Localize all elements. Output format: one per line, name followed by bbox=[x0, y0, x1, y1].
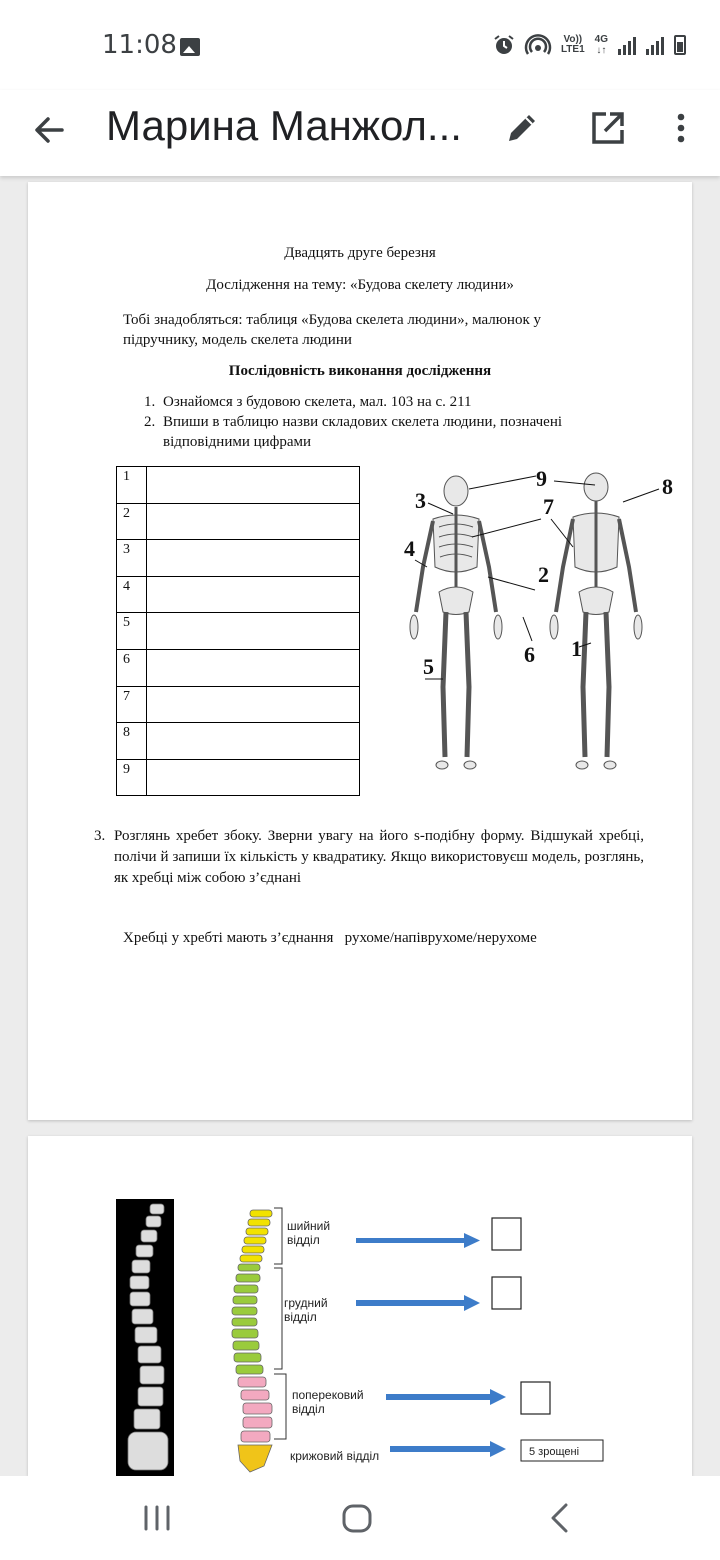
cervical-count-box[interactable] bbox=[492, 1218, 521, 1250]
table-answer-cell[interactable] bbox=[147, 686, 360, 723]
thoracic-label-line1: грудний bbox=[284, 1296, 328, 1310]
table-answer-cell[interactable] bbox=[147, 613, 360, 650]
label-leader-lines bbox=[415, 476, 659, 679]
back-skeleton bbox=[550, 473, 642, 769]
table-answer-cell[interactable] bbox=[147, 649, 360, 686]
joint-sentence: Хребці у хребті мають з’єднання рухоме/напіврухоме/нерухоме bbox=[123, 930, 537, 946]
step-number: 2. bbox=[144, 414, 156, 430]
table-answer-cell[interactable] bbox=[147, 467, 360, 504]
front-skeleton bbox=[410, 476, 502, 769]
volte-bottom-text: LTE1 bbox=[560, 44, 585, 55]
table-answer-cell[interactable] bbox=[147, 723, 360, 760]
doc-materials: Тобі знадобляться: таблиця «Будова скелета людини», малюнок у підручнику, модель скелета людини bbox=[123, 312, 542, 348]
back-nav-icon[interactable] bbox=[540, 1498, 580, 1538]
sacral-label: крижовий відділ bbox=[290, 1449, 380, 1463]
table-row bbox=[117, 467, 360, 504]
network-type-indicator bbox=[595, 34, 608, 56]
status-bar bbox=[0, 0, 720, 90]
skeleton-label-8: 8 bbox=[662, 474, 673, 499]
lumbar-label-line1: поперековий bbox=[292, 1388, 364, 1402]
thoracic-count-box[interactable] bbox=[492, 1277, 521, 1309]
table-answer-cell[interactable] bbox=[147, 503, 360, 540]
table-row bbox=[117, 723, 360, 760]
table-row bbox=[117, 576, 360, 613]
status-time: 11:08 bbox=[102, 30, 177, 60]
status-icons bbox=[493, 34, 686, 56]
table-row bbox=[117, 613, 360, 650]
volte-top-text: Vo)) bbox=[563, 34, 583, 45]
doc-sequence-heading: Послідовність виконання дослідження bbox=[228, 363, 492, 379]
skeleton-label-5: 5 bbox=[423, 654, 434, 679]
image-notification-icon bbox=[180, 38, 200, 56]
section-arrows bbox=[356, 1233, 506, 1457]
sacral-count-text: 5 зрощені bbox=[529, 1446, 580, 1458]
skeleton-label-4: 4 bbox=[404, 536, 415, 561]
table-row-number: 5 bbox=[117, 613, 147, 650]
table-row bbox=[117, 540, 360, 577]
navigation-bar bbox=[0, 1476, 720, 1560]
thoracic-label-line2: відділ bbox=[284, 1310, 317, 1324]
signal-strength-1-icon bbox=[618, 35, 636, 55]
skeleton-label-3: 3 bbox=[415, 488, 426, 513]
table-row bbox=[117, 759, 360, 796]
skeleton-illustration bbox=[373, 466, 673, 782]
answers-table bbox=[116, 466, 360, 796]
open-external-icon[interactable] bbox=[586, 106, 630, 150]
recent-apps-icon[interactable] bbox=[137, 1498, 177, 1538]
skeleton-label-6: 6 bbox=[524, 642, 535, 667]
signal-strength-2-icon bbox=[646, 35, 664, 55]
skeleton-label-2: 2 bbox=[538, 562, 549, 587]
colored-spine bbox=[232, 1210, 272, 1472]
document-page-1 bbox=[28, 182, 692, 1120]
table-row-number: 3 bbox=[117, 540, 147, 577]
document-title: Марина Манжол... bbox=[106, 102, 462, 149]
step-number: 1. bbox=[144, 394, 156, 410]
alarm-icon bbox=[493, 34, 515, 56]
thoracic-arrow bbox=[356, 1295, 480, 1311]
table-row bbox=[117, 686, 360, 723]
table-row-number: 8 bbox=[117, 723, 147, 760]
step-3-number: 3. bbox=[94, 828, 106, 844]
skeleton-label-9: 9 bbox=[536, 466, 547, 491]
spine-diagram bbox=[28, 1136, 692, 1476]
step-text: Ознайомся з будовою скелета, мал. 103 на с. 211 bbox=[163, 394, 472, 410]
table-answer-cell[interactable] bbox=[147, 540, 360, 577]
doc-topic: Дослідження на тему: «Будова скелету людини» bbox=[206, 277, 514, 293]
step-item bbox=[144, 412, 614, 452]
sacral-arrow bbox=[390, 1441, 506, 1457]
lumbar-label-line2: відділ bbox=[292, 1402, 325, 1416]
table-row-number: 9 bbox=[117, 759, 147, 796]
skeleton-label-7: 7 bbox=[543, 494, 554, 519]
table-answer-cell[interactable] bbox=[147, 576, 360, 613]
step-3 bbox=[94, 826, 644, 889]
table-row bbox=[117, 503, 360, 540]
table-row-number: 1 bbox=[117, 467, 147, 504]
more-options-icon[interactable] bbox=[660, 106, 704, 150]
doc-date: Двадцять друге березня bbox=[284, 245, 436, 261]
battery-icon bbox=[674, 35, 686, 55]
cervical-label-line2: відділ bbox=[287, 1233, 320, 1247]
table-answer-cell[interactable] bbox=[147, 759, 360, 796]
back-arrow-icon[interactable] bbox=[28, 108, 72, 152]
network-type-text: 4G bbox=[594, 34, 608, 45]
lumbar-count-box[interactable] bbox=[521, 1382, 550, 1414]
lumbar-arrow bbox=[386, 1389, 506, 1405]
cervical-label-line1: шийний bbox=[287, 1219, 331, 1233]
app-bar bbox=[0, 90, 720, 176]
hotspot-icon bbox=[525, 34, 551, 56]
document-page-2 bbox=[28, 1136, 692, 1476]
table-row-number: 4 bbox=[117, 576, 147, 613]
volte-indicator bbox=[561, 35, 585, 55]
steps-list bbox=[144, 392, 614, 452]
edit-pencil-icon[interactable] bbox=[500, 106, 544, 150]
table-row bbox=[117, 649, 360, 686]
step-text: Впиши в таблицю назви складових скелета людини, позначені відповідними цифрами bbox=[163, 414, 563, 450]
home-icon[interactable] bbox=[337, 1498, 377, 1538]
table-row-number: 6 bbox=[117, 649, 147, 686]
step-3-text: Розглянь хребет збоку. Зверни увагу на його s-подібну форму. Відшукай хребці, полічи й запиши їх кількість у квадратику. Якщо використовуєш модель, розглянь, як хребці між собою з’єднані bbox=[114, 828, 644, 886]
step-item bbox=[144, 392, 614, 412]
network-arrows-text: ↓↑ bbox=[596, 45, 607, 56]
cervical-arrow bbox=[356, 1233, 480, 1248]
table-row-number: 2 bbox=[117, 503, 147, 540]
skeleton-label-1: 1 bbox=[571, 636, 582, 661]
table-row-number: 7 bbox=[117, 686, 147, 723]
